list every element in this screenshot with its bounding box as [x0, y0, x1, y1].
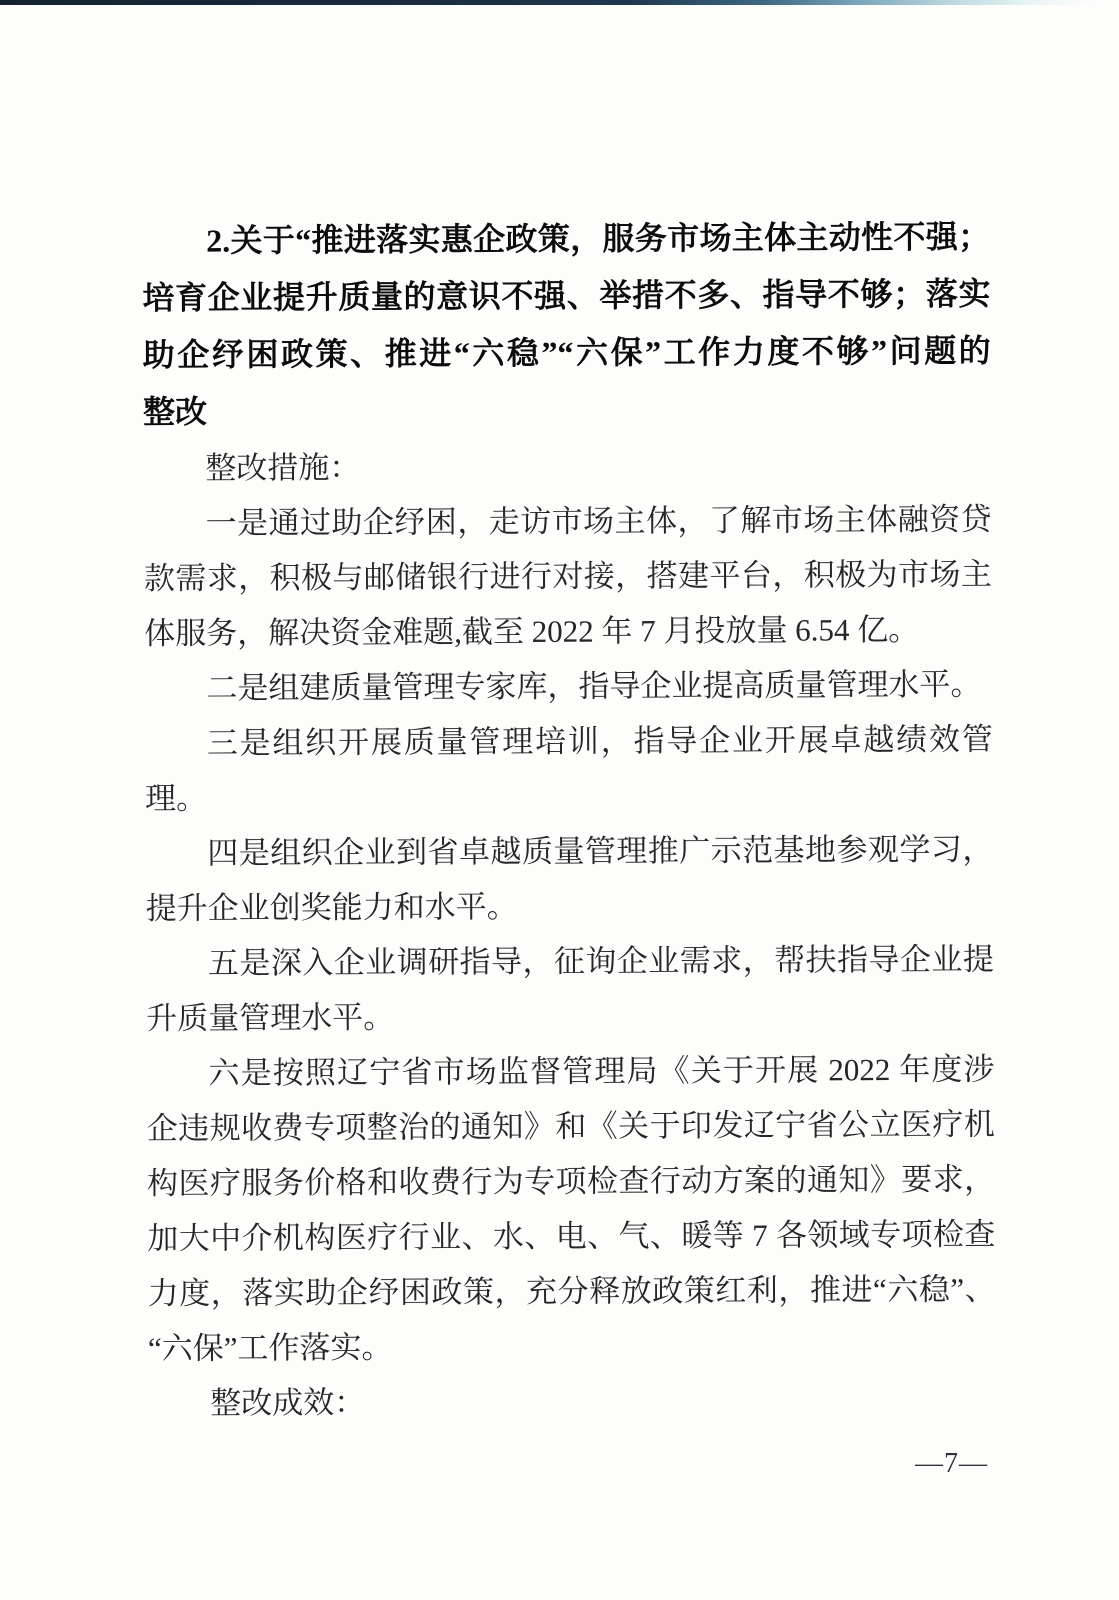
body-line: 二是组建质量管理专家库，指导企业提高质量管理水平。 [206, 666, 982, 706]
body-line: 理。 [144, 780, 208, 816]
heading-line: 2.关于“推进落实惠企政策，服务市场主体主动性不强； [206, 218, 991, 259]
body-line: 整改措施： [205, 449, 361, 486]
body-line: 企违规收费专项整治的通知》和《关于印发辽宁省公立医疗机 [146, 1106, 995, 1146]
body-line: 四是组织企业到省卓越质量管理推广示范基地参观学习， [207, 831, 994, 871]
body-line: 五是深入企业调研指导，征询企业需求，帮扶指导企业提 [207, 941, 995, 981]
body-line: 三是组织开展质量管理培训，指导企业开展卓越绩效管 [206, 721, 993, 761]
body-line: “六保”工作落实。 [147, 1329, 393, 1366]
body-line: 力度，落实助企纾困政策，充分释放政策红利，推进“六稳”、 [147, 1271, 996, 1311]
page-number: —7— [915, 1448, 988, 1479]
document-content [142, 209, 996, 1431]
body-line: 款需求，积极与邮储银行进行对接，搭建平台，积极为市场主 [143, 556, 992, 596]
body-line: 加大中介机构医疗行业、水、电、气、暖等 7 各领域专项检查 [147, 1216, 996, 1256]
body-line: 一是通过助企纾困，走访市场主体，了解市场主体融资贷 [205, 501, 992, 541]
body-line: 六是按照辽宁省市场监督管理局《关于开展 2022 年度涉 [208, 1051, 995, 1091]
heading-line: 培育企业提升质量的意识不强、举措不多、指导不够；落实 [142, 275, 991, 316]
heading-line: 助企纾困政策、推进“六稳”“六保”工作力度不够”问题的 [142, 332, 991, 373]
body-line: 整改成效： [210, 1384, 366, 1421]
body-line: 提升企业创奖能力和水平。 [145, 889, 518, 926]
body-line: 体服务，解决资金难题,截至 2022 年 7 月投放量 6.54 亿。 [144, 611, 920, 651]
body-line: 构医疗服务价格和收费行为专项检查行动方案的通知》要求， [146, 1161, 996, 1201]
body-line: 升质量管理水平。 [146, 999, 395, 1036]
heading-line: 整改 [142, 393, 208, 430]
scan-edge-artifact [0, 0, 1095, 5]
